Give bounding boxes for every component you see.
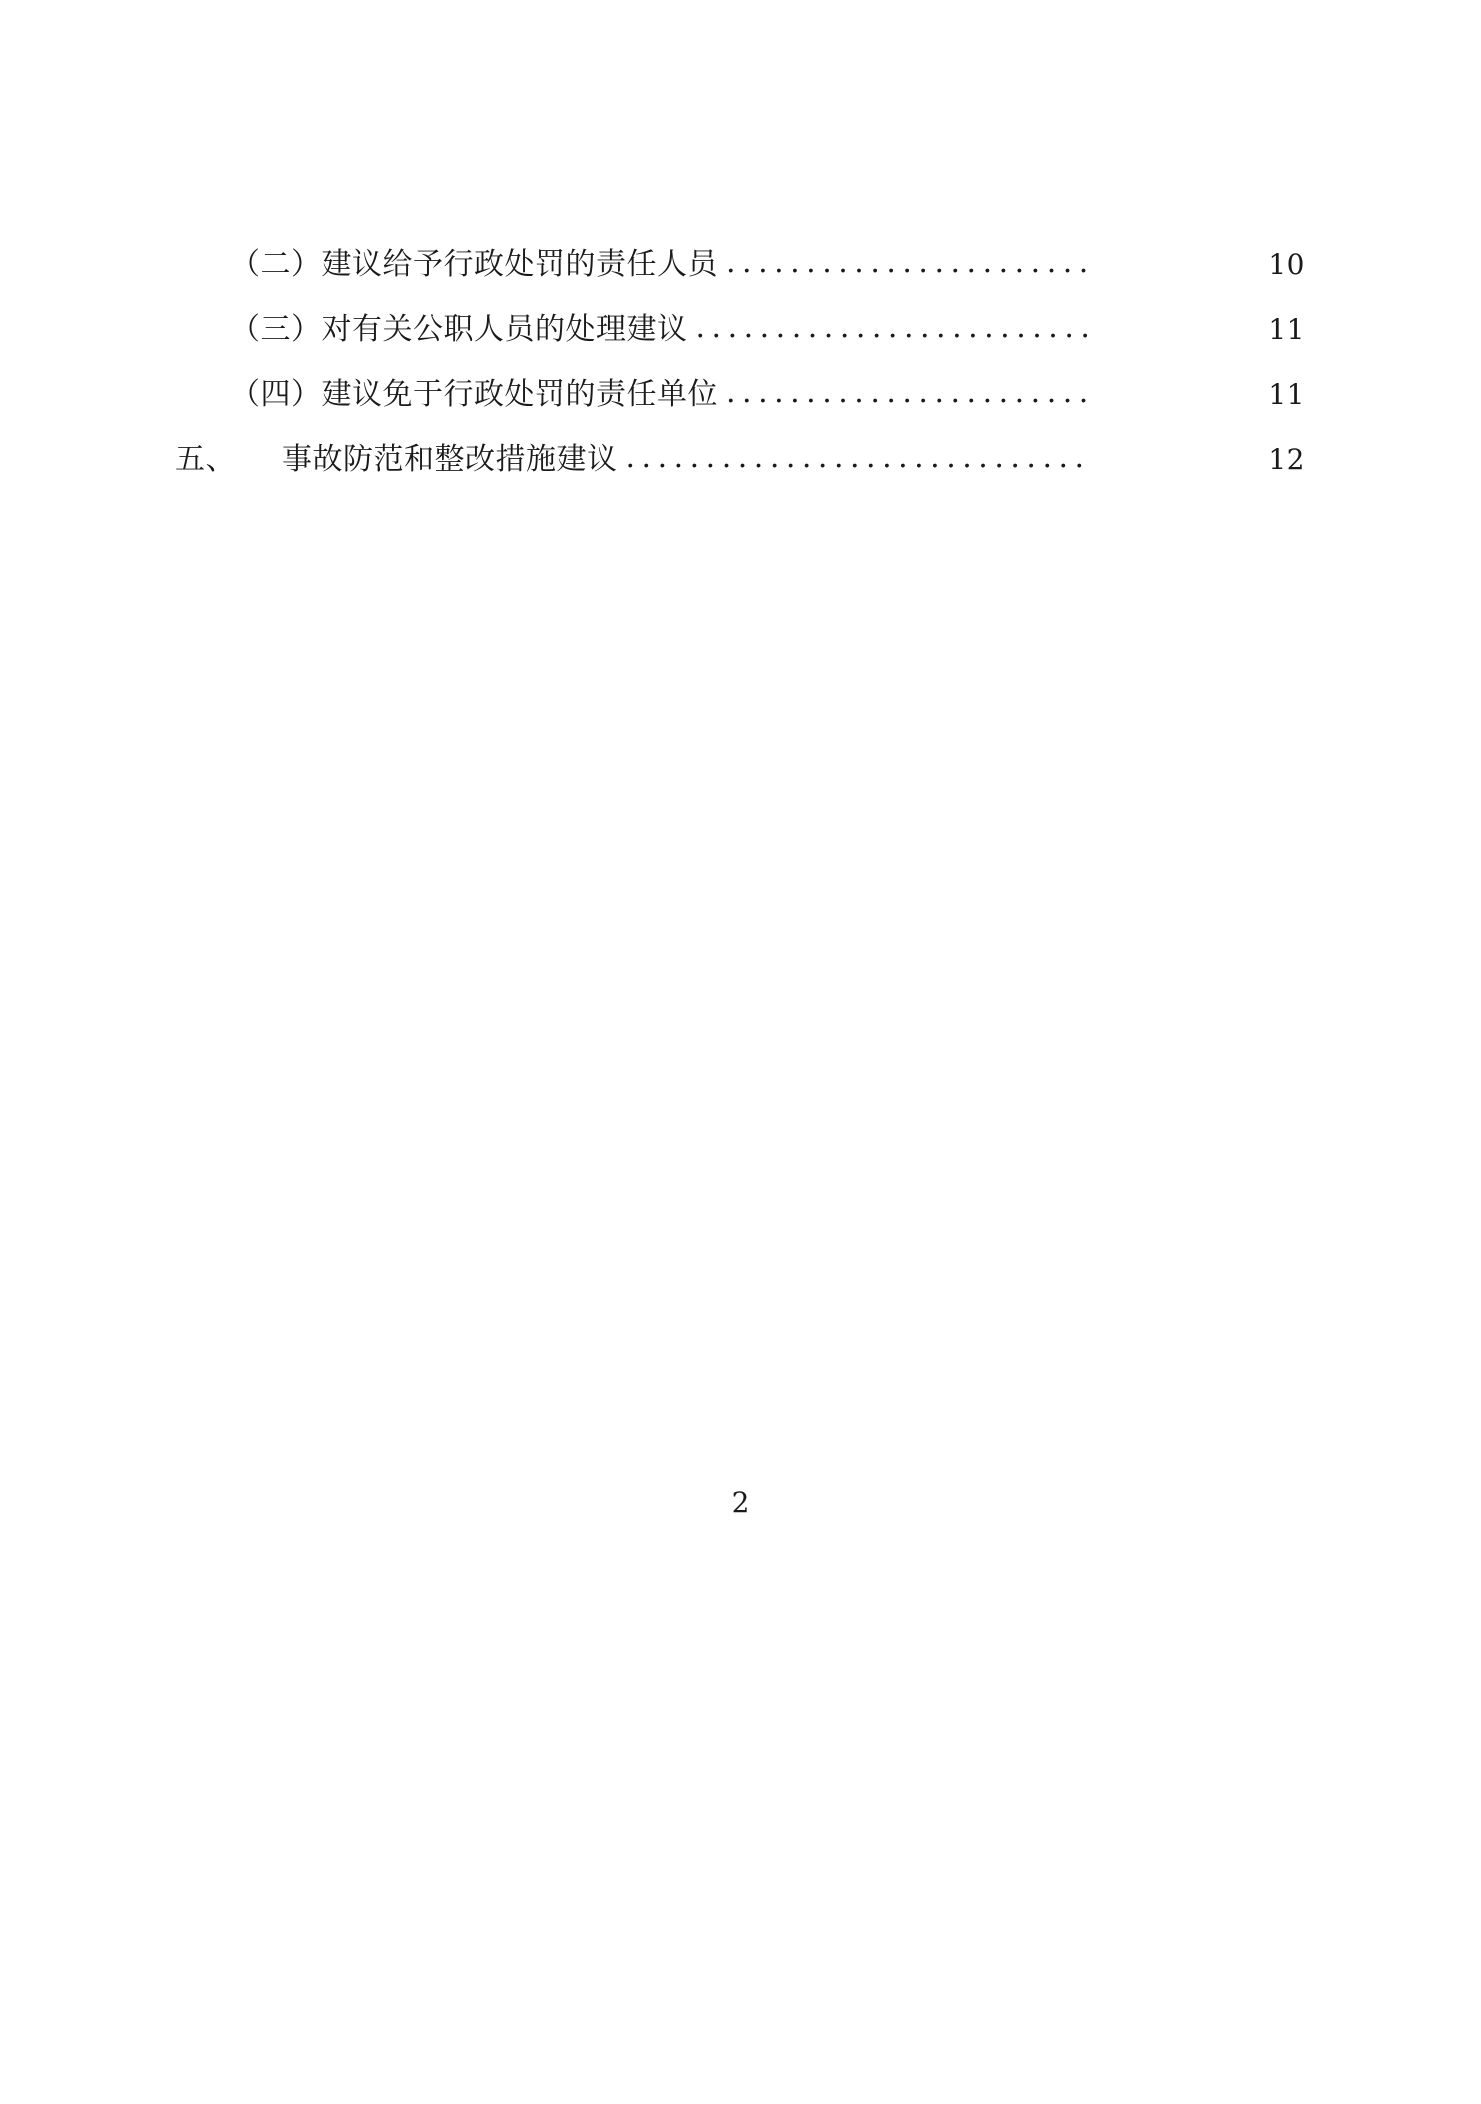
toc-page-number: 12 <box>1268 443 1305 476</box>
toc-leader-dots: ....................... <box>726 378 1095 408</box>
toc-leader-dots: ......................... <box>695 313 1097 343</box>
toc-entry-label: （四）建议免于行政处罚的责任单位 <box>230 377 718 412</box>
page-number: 2 <box>731 1486 750 1519</box>
table-of-contents <box>175 247 1305 510</box>
toc-entry-prefix: 五、 <box>175 442 236 477</box>
toc-entry[interactable] <box>175 442 1305 477</box>
toc-entry[interactable] <box>175 377 1305 412</box>
toc-entry-label: （三）对有关公职人员的处理建议 <box>230 312 688 347</box>
toc-leader-dots: ............................. <box>625 443 1091 473</box>
toc-page-number: 10 <box>1268 248 1305 281</box>
toc-page-number: 11 <box>1268 313 1305 346</box>
toc-leader-dots: ....................... <box>726 248 1095 278</box>
toc-entry[interactable] <box>175 247 1305 282</box>
toc-page-number: 11 <box>1268 378 1305 411</box>
toc-entry-label: （二）建议给予行政处罚的责任人员 <box>230 247 718 282</box>
toc-entry-label: 事故防范和整改措施建议 <box>282 442 618 477</box>
toc-entry[interactable] <box>175 312 1305 347</box>
